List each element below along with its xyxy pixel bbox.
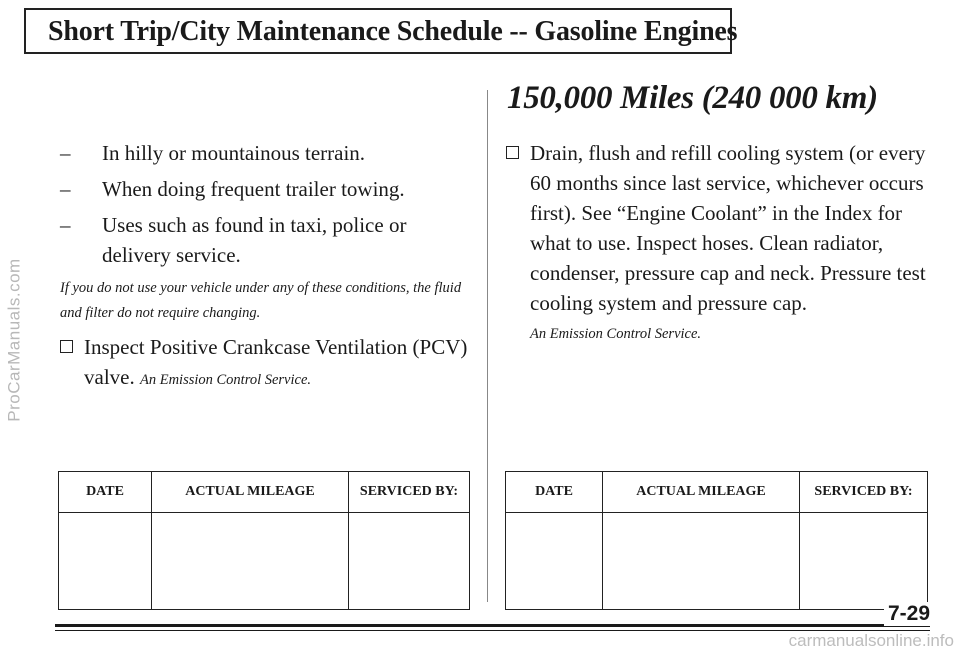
table-header-row [59,472,470,513]
section-title: Short Trip/City Maintenance Schedule -- Gasoline Engines [48,16,738,47]
side-watermark-text: ProCarManuals.com [5,258,25,422]
emission-service-label: An Emission Control Service. [139,372,312,388]
serviced-by-cell[interactable] [349,513,470,610]
serviced-by-column-header: SERVICED BY: [349,472,470,513]
table-header-row [506,472,928,513]
emission-service-label: An Emission Control Service. [530,326,702,342]
right-service-record-table [505,471,928,610]
table-row [59,513,470,610]
list-item-text: Uses such as found in taxi, police or delivery service. [102,213,407,267]
check-item-text: Drain, flush and refill cooling system (or every 60 months since last service, whichever occurs first). See “Engine Coolant” in the Index for what to use. Inspect hoses. Clean radiator, condenser, pressure cap and neck. Pressure test cooling system and pressure cap. [530,141,926,315]
checkbox-icon[interactable] [506,146,519,159]
dash-marker: – [60,141,71,165]
column-divider [487,90,488,602]
footer-watermark: carmanualsonline.info [788,631,954,650]
checkbox-icon[interactable] [60,340,73,353]
mileage-column-header: ACTUAL MILEAGE [152,472,349,513]
section-header [24,8,738,54]
date-cell[interactable] [59,513,152,610]
date-cell[interactable] [506,513,603,610]
usage-note: If you do not use your vehicle under any of these conditions, the fluid and filter do not require changing. [60,280,462,321]
mileage-heading: 150,000 Miles (240 000 km) [507,80,878,116]
side-watermark [2,60,28,620]
date-column-header: DATE [506,472,603,513]
pcv-check-item [60,332,480,395]
mileage-cell[interactable] [603,513,800,610]
list-item [60,210,480,270]
mileage-column-header: ACTUAL MILEAGE [603,472,800,513]
mileage-cell[interactable] [152,513,349,610]
footer-rule-thick [55,624,930,627]
list-item-text: In hilly or mountainous terrain. [102,141,366,165]
list-item-text: When doing frequent trailer towing. [102,177,405,201]
left-column [60,138,480,395]
serviced-by-column-header: SERVICED BY: [800,472,928,513]
cooling-check-item [506,138,946,318]
date-column-header: DATE [59,472,152,513]
table-row [506,513,928,610]
serviced-by-cell[interactable] [800,513,928,610]
dash-marker: – [60,213,71,237]
check-item-text: Inspect Positive Crankcase Ventilation (PCV) valve. [84,335,468,389]
left-service-record-table [58,471,470,610]
dash-marker: – [60,177,71,201]
right-column [506,138,946,346]
page-number: 7-29 [884,602,930,626]
list-item [60,138,480,168]
list-item [60,174,480,204]
